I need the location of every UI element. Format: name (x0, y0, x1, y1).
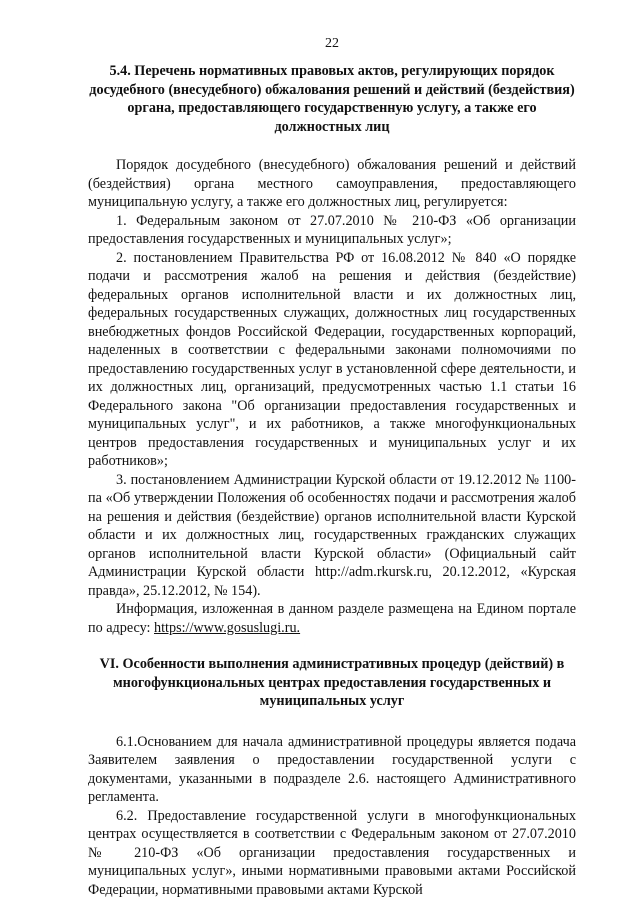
list-item-2: 2. постановлением Правительства РФ от 16.08.2012 № 840 «О порядке подачи и рассмотрения жалоб на решения и действия (бездействие) федеральных органов исполнительной власти и их должностных лиц, федеральных государственных служащих, должностных лиц государственных внебюджетных фондов Российской Федерации, государственных корпораций, наделенных в соответствии с федеральными законами полномочиями по предоставлению государственных услуг в установленной сфере деятельности, и их должностных лиц, организаций, предусмотренных частью 1.1 статьи 16 Федерального закона "Об организации предоставления государственных и муниципальных услуг", и их работников, а также многофункциональных центров предоставления государственных и муниципальных услуг и их работников»; (88, 249, 576, 469)
paragraph-6-2: 6.2. Предоставление государственной услуги в многофункциональных центрах осуществляется в соответствии с Федеральным законом от 27.07.2010 № 210-ФЗ «Об организации предоставления государственных и муниципальных услуг», иными нормативными правовыми актами Российской Федерации, нормативными правовыми актами Курской (88, 807, 576, 898)
section-6-heading: VI. Особенности выполнения административных процедур (действий) в многофункциональных центрах предоставления государственных и муниципальных услуг (99, 656, 565, 709)
section-5-4-intro: Порядок досудебного (внесудебного) обжалования решений и действий (бездействия) органа местного самоуправления, предоставляющего муниципальную услугу, а также его должностных лиц, регулируется: (88, 157, 576, 210)
section-5-4-heading: 5.4. Перечень нормативных правовых актов, регулирующих порядок досудебного (внесудебного) обжалования решений и действий (бездействия) органа, предоставляющего государственную услугу, а также его должностных лиц (89, 63, 575, 135)
portal-info-paragraph (88, 600, 576, 637)
portal-info-text: Информация, изложенная в данном разделе размещена на Едином портале по адресу: (88, 601, 576, 636)
paragraph-6-1: 6.1.Основанием для начала административной процедуры является подача Заявителем заявления о предоставлении государственной услуги с документами, указанными в подразделе 2.6. настоящего Административного регламента. (88, 733, 576, 805)
list-item-3: 3. постановлением Администрации Курской области от 19.12.2012 № 1100-па «Об утверждении Положения об особенностях подачи и рассмотрения жалоб на решения и действия (бездействие) органов исполнительной власти Курской области и их должностных лиц, государственных гражданских служащих органов исполнительной власти Курской области» (Официальный сайт Администрации Курской области http://adm.rkursk.ru, 20.12.2012, «Курская правда», 25.12.2012, № 154). (88, 471, 576, 599)
list-item-1: 1. Федеральным законом от 27.07.2010 № 210-ФЗ «Об организации предоставления государственных и муниципальных услуг»; (88, 212, 576, 247)
page-number: 22 (325, 36, 339, 51)
portal-link[interactable]: https://www.gosuslugi.ru. (154, 619, 301, 636)
